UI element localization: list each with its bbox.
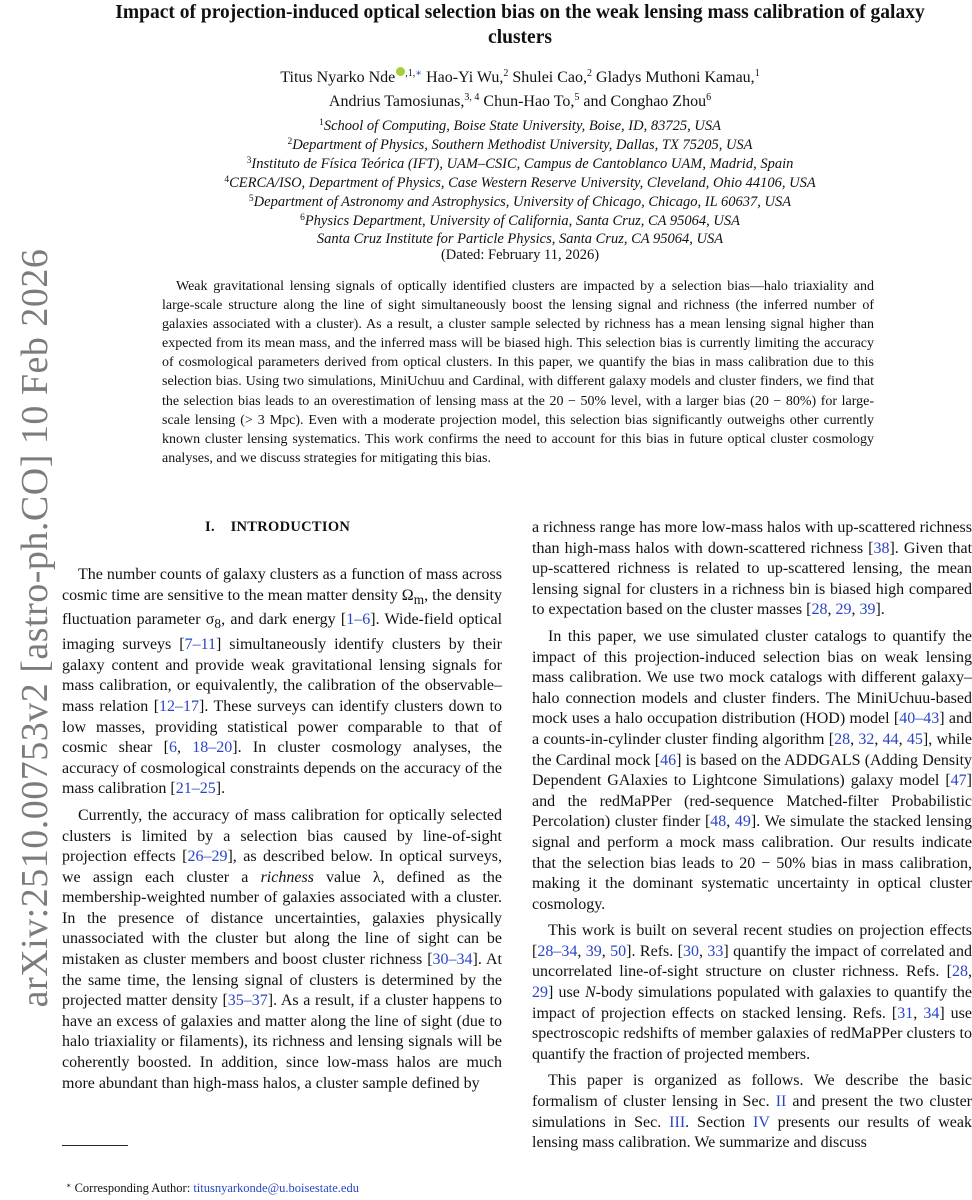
affiliation: $^1$School of Computing, Boise State University, Boise, ID, 83725, USA: [319, 118, 721, 134]
section-ref-link[interactable]: IV: [753, 1113, 770, 1131]
citation-link[interactable]: 30–34: [432, 951, 473, 969]
citation-link[interactable]: 45: [906, 730, 923, 748]
right-column: [532, 518, 972, 1160]
email-link[interactable]: titusnyarkonde@u.boisestate.edu: [193, 1181, 359, 1195]
affiliation: Santa Cruz Institute for Particle Physics, Santa Cruz, CA 95064, USA: [316, 231, 724, 248]
citation-link[interactable]: 29: [532, 984, 548, 1002]
affiliation: $^5$Department of Astronomy and Astrophysics, University of Chicago, Chicago, IL 60637, USA: [248, 193, 792, 210]
author-affil-mark: 6: [706, 92, 712, 103]
author-name: Shulei Cao,: [508, 69, 588, 86]
orcid-icon[interactable]: [396, 67, 405, 76]
section-title: INTRODUCTION: [230, 519, 351, 535]
author-affil-mark: 3, 4: [464, 92, 480, 103]
author-name: Andrius Tamosiunas,: [328, 93, 465, 110]
citation-link[interactable]: 33: [707, 942, 724, 960]
citation-link[interactable]: 38: [873, 539, 890, 557]
affiliation: $^3$Instituto de Física Teórica (IFT), UAM–CSIC, Campus de Cantoblanco UAM, Madrid, Spain: [246, 155, 794, 172]
intro-paragraph-3: In this paper, we use simulated cluster catalogs to quantify the impact of this projection-induced selection bias on weak lensing mass calibration. We use two mock catalogs with different galaxy–halo connection models and cluster finders. The MiniUchuu-based mock uses a halo occupation distribution (HOD) model [40–43] and a counts-in-cylinder cluster finding algorithm [28, 32, 44, 45], while the Cardinal mock [46] is based on the ADDGALS (Adding Density Dependent GAlaxies to Lightcone Simulations) galaxy model [47] and the redMaPPer (red-sequence Matched-filter Probabilistic Percolation) cluster finder [48, 49]. We simulate the stacked lensing signal and perform a mock mass calibration. Our results indicate that the selection bias leads to 20 − 50% bias in mass calibration, making it the dominant systematic uncertainty in optical cluster cosmology.: [532, 627, 972, 913]
citation-link[interactable]: 12–17: [159, 697, 200, 715]
abstract: Weak gravitational lensing signals of optically identified clusters are impacted by a selection bias—halo triaxiality and large-scale structure along the line of sight simultaneously boost the lensing signal and richness (the inferred number of galaxies associated with a cluster). As a result, a cluster sample selected by richness has a mean lensing signal higher than expected from its mean mass, and the inferred mass will be biased high. This selection bias is currently limiting the accuracy of cosmological parameters derived from optical clusters. In this paper, we quantify the bias in mass calibration due to this selection bias. Using two simulations, MiniUchuu and Cardinal, with different galaxy models and cluster finders, we find that the selection bias leads to an overestimation of lensing mass at the 20 − 50% level, with a larger bias (20 − 80%) for large-scale lensing (> 3 Mpc). Even with a moderate projection model, this selection bias significantly outweighs other currently known cluster lensing systematics. This work confirms the need to account for this bias in future optical cluster cosmology analyses, and we discuss strategies for mitigating this bias.: [162, 279, 874, 466]
author-affil-mark: 2: [587, 68, 593, 79]
citation-link[interactable]: 40–43: [899, 710, 940, 728]
author-affil-mark: 1: [754, 68, 760, 79]
affiliation: $^2$Department of Physics, Southern Methodist University, Dallas, TX 75205, USA: [287, 136, 753, 153]
citation-link[interactable]: 7–11: [184, 636, 216, 654]
citation-link[interactable]: 29: [835, 601, 852, 619]
affiliation: $^4$CERCA/ISO, Department of Physics, Case Western Reserve University, Cleveland, Ohio 44106, USA: [224, 174, 816, 191]
footnote: [66, 1178, 359, 1196]
affiliation: $^6$Physics Department, University of California, Santa Cruz, CA 95064, USA: [300, 212, 740, 229]
date-line: (Dated: February 11, 2026): [440, 247, 600, 263]
citation-link[interactable]: 34: [923, 1004, 940, 1022]
citation-link[interactable]: 31: [897, 1004, 914, 1022]
section-ref-link[interactable]: II: [775, 1093, 787, 1111]
author-marks: ,1,∗: [405, 68, 423, 79]
citation-link[interactable]: 6: [168, 739, 177, 757]
arxiv-identifier-text: arXiv:2510.00753v2 [astro-ph.CO] 10 Feb 2026: [14, 248, 56, 1008]
citation-link[interactable]: 46: [660, 751, 677, 769]
footnote-label: Corresponding Author:: [71, 1181, 194, 1195]
affiliation-list: [90, 117, 950, 249]
citation-link[interactable]: 39: [859, 601, 876, 619]
section-heading: [205, 519, 350, 536]
section-ref-link[interactable]: III: [669, 1113, 686, 1131]
intro-paragraph-2-continued: a richness range has more low-mass halos with up-scattered richness than high-mass halos with down-scattered richness [38]. Given that up-scattered richness is related to up-scattered lensing, the mean lensing signal for clusters in a richness bin is biased high compared to expectation based on the cluster masses [28, 29, 39].: [532, 519, 972, 619]
arxiv-identifier: [0, 0, 60, 1200]
citation-link[interactable]: 49: [734, 813, 751, 831]
citation-link[interactable]: 44: [882, 730, 899, 748]
corresponding-author-link[interactable]: ∗: [415, 68, 423, 79]
author-affil-mark: 5: [574, 92, 580, 103]
citation-link[interactable]: 26–29: [187, 848, 228, 866]
citation-link[interactable]: 28–34: [537, 942, 578, 960]
citation-link[interactable]: 28: [952, 963, 968, 981]
citation-link[interactable]: 21–25: [175, 780, 216, 798]
author-name: and Conghao Zhou: [579, 93, 707, 110]
intro-paragraph-4: This work is built on several recent studies on projection effects [28–34, 39, 50]. Refs. [30, 33] quantify the impact of correlated and uncorrelated line-of-sight structure on cluster richness. Refs. [28, 29] use N-body simulations populated with galaxies to quantify the impact of projection effects on stacked lensing. Refs. [31, 34] use spectroscopic redshifts of member galaxies of redMaPPer clusters to quantify the fraction of projected members.: [532, 922, 972, 1063]
author-list: [90, 66, 950, 114]
citation-link[interactable]: 48: [710, 813, 727, 831]
citation-link[interactable]: 1–6: [346, 611, 371, 629]
left-column: [62, 565, 502, 1100]
intro-paragraph-2: Currently, the accuracy of mass calibration for optically selected clusters is limited by a selection bias caused by line-of-sight projection effects [26–29], as described below. In optical surveys, we assign each cluster a richness value λ, defined as the membership-weighted number of galaxies associated with a cluster. In the presence of distance uncertainties, galaxies physically unassociated with the cluster but along the line of sight can be mistaken as cluster members and boost cluster richness [30–34]. At the same time, the lensing signal of clusters is determined by the projected matter density [35–37]. As a result, if a cluster happens to have an excess of galaxies and matter along the line of sight (due to halo triaxiality or filaments), its richness and lensing signals will be coherently boosted. In addition, since low-mass halos are much more abundant than high-mass halos, a cluster sample defined by: [62, 806, 503, 1092]
citation-link[interactable]: 50: [610, 942, 627, 960]
intro-paragraph-1: The number counts of galaxy clusters as a function of mass across cosmic time are sensitive to the mean matter density $\Omega_m$, the density fluctuation parameter $\sigma_8$, and dark energy [1–6]. Wide-field optical imaging surveys [7–11] simultaneously identify clusters by their galaxy content and provide weak gravitational lensing signals for mass calibration, or equivalently, the calibration of the observable–mass relation [12–17]. These surveys can identify clusters down to low masses, providing statistical power comparable to that of cosmic shear [6, 18–20]. In cluster cosmology analyses, the accuracy of cosmological constraints depends on the accuracy of the mass calibration [21–25].: [62, 566, 503, 798]
citation-link[interactable]: 30: [683, 942, 699, 960]
intro-paragraph-5: This paper is organized as follows. We describe the basic formalism of cluster lensing in Sec. II and present the two cluster simulations in Sec. III. Section IV presents our results of weak lensing mass calibration. We summarize and discuss: [532, 1072, 972, 1152]
author-affil-mark: 2: [503, 68, 509, 79]
section-number: I.: [205, 519, 215, 535]
citation-link[interactable]: 18–20: [192, 739, 233, 757]
citation-link[interactable]: 28: [811, 601, 828, 619]
citation-link[interactable]: 28: [834, 730, 851, 748]
footnote-divider: [62, 1145, 128, 1146]
footnote-mark: ∗: [66, 1181, 72, 1190]
author-name: Chun-Hao To,: [479, 93, 575, 110]
citation-link[interactable]: 39: [585, 942, 602, 960]
author-name: Titus Nyarko Nde: [280, 69, 396, 86]
author-name: Hao-Yi Wu,: [422, 69, 504, 86]
citation-link[interactable]: 32: [858, 730, 875, 748]
citation-link[interactable]: 47: [950, 772, 967, 790]
citation-link[interactable]: 35–37: [227, 992, 268, 1010]
paper-title: Impact of projection-induced optical selection bias on the weak lensing mass calibration of galaxy clusters: [115, 2, 925, 48]
author-name: Gladys Muthoni Kamau,: [592, 69, 755, 86]
